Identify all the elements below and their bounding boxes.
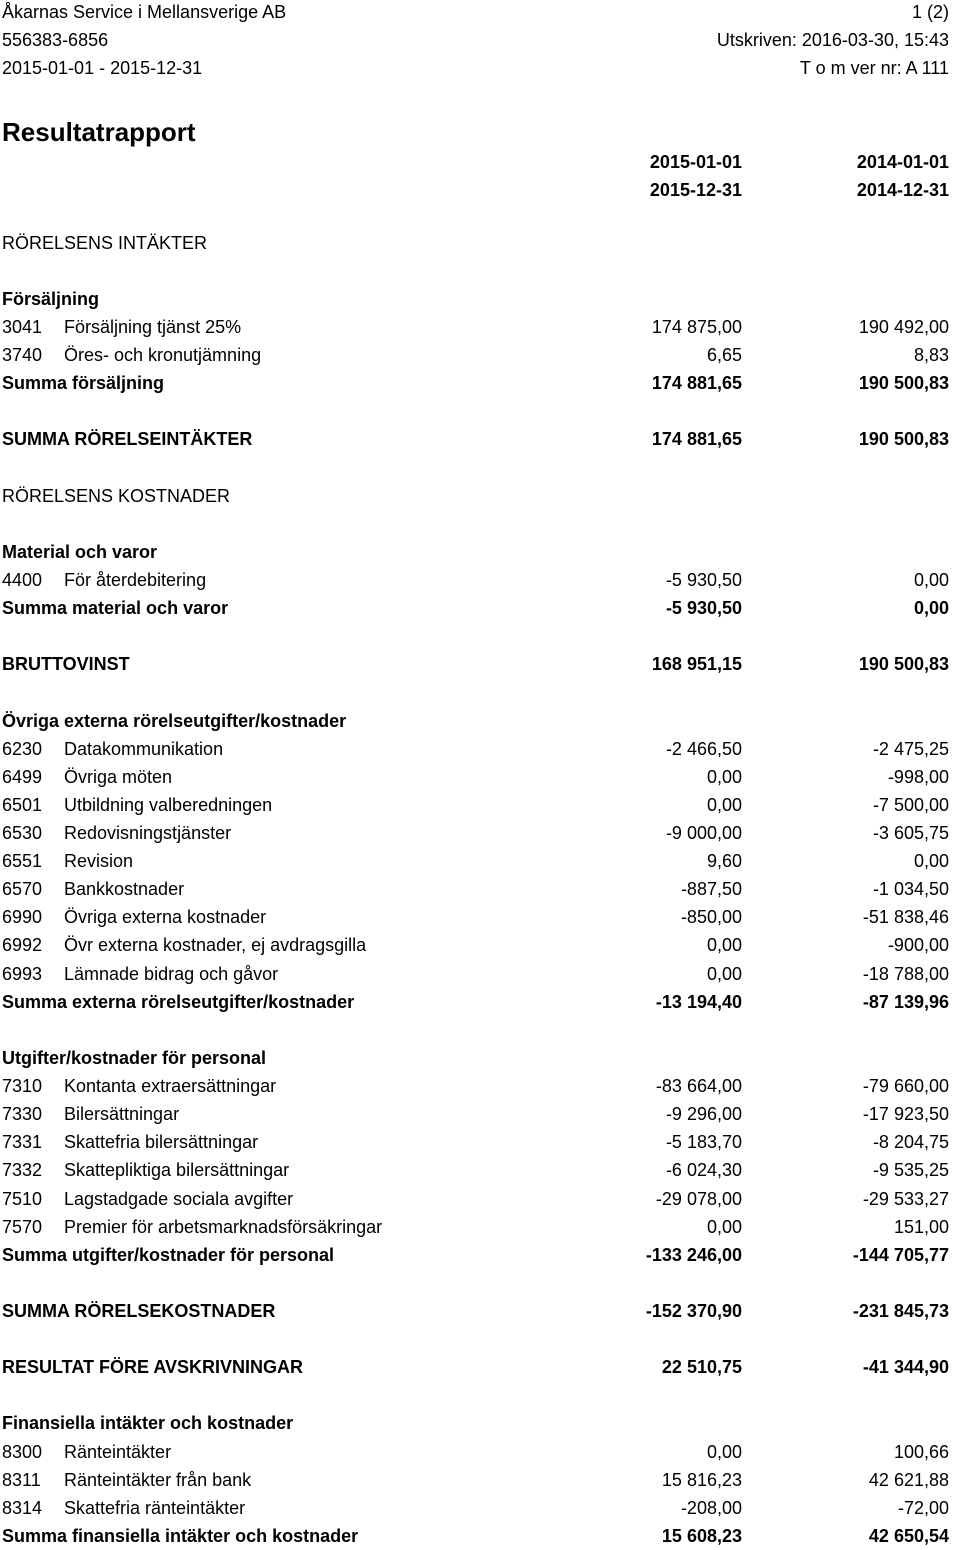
sum-label: Summa försäljning — [2, 373, 165, 393]
group-heading-text: Försäljning — [2, 289, 100, 309]
previous-value: 0,00 — [913, 598, 949, 618]
total-label: SUMMA RÖRELSEKOSTNADER — [2, 1301, 276, 1321]
current-value: 22 510,75 — [661, 1357, 742, 1377]
account-name: Skattefria ränteintäkter — [64, 1498, 246, 1518]
sum-label: Summa externa rörelseutgifter/kostnader — [2, 992, 355, 1012]
account-row — [0, 1156, 960, 1184]
account-name: Revision — [64, 851, 134, 871]
account-code: 3740 — [2, 345, 43, 365]
account-name: Försäljning tjänst 25% — [64, 317, 242, 337]
previous-value: -231 845,73 — [852, 1301, 949, 1321]
total-row — [0, 1297, 960, 1325]
account-name: Ränteintäkter från bank — [64, 1470, 252, 1490]
current-value: -133 246,00 — [645, 1245, 742, 1265]
current-value: 174 881,65 — [651, 429, 742, 449]
previous-value: 190 500,83 — [858, 373, 949, 393]
previous-value: -3 605,75 — [872, 823, 949, 843]
account-name: Bankkostnader — [64, 879, 185, 899]
current-value: -208,00 — [680, 1498, 742, 1518]
account-code: 7332 — [2, 1160, 43, 1180]
account-name: Kontanta extraersättningar — [64, 1076, 277, 1096]
account-name: Lagstadgade sociala avgifter — [64, 1189, 294, 1209]
section-heading-text: RÖRELSENS INTÄKTER — [2, 233, 208, 253]
previous-value: 190 492,00 — [858, 317, 949, 337]
current-value: -5 183,70 — [665, 1132, 742, 1152]
account-name: Övr externa kostnader, ej avdragsgilla — [64, 935, 367, 955]
previous-value: -998,00 — [887, 767, 949, 787]
account-row — [0, 1494, 960, 1522]
account-code: 8311 — [2, 1470, 41, 1490]
previous-value: -87 139,96 — [862, 992, 949, 1012]
group-heading-text: Finansiella intäkter och kostnader — [2, 1413, 294, 1433]
total-row — [0, 1353, 960, 1381]
group-heading-text: Övriga externa rörelseutgifter/kostnader — [2, 711, 347, 731]
account-code: 6992 — [2, 935, 43, 955]
current-value: 9,60 — [706, 851, 742, 871]
account-code: 7330 — [2, 1104, 43, 1124]
account-code: 7310 — [2, 1076, 43, 1096]
account-row — [0, 313, 960, 341]
current-value: -83 664,00 — [655, 1076, 742, 1096]
account-code: 8300 — [2, 1442, 43, 1462]
sum-row — [0, 988, 960, 1016]
account-row — [0, 1100, 960, 1128]
current-period-start: 2015-01-01 — [649, 152, 742, 172]
current-value: -887,50 — [680, 879, 742, 899]
org-number: 556383-6856 — [2, 30, 109, 50]
sum-label: Summa material och varor — [2, 598, 229, 618]
sum-label: Summa finansiella intäkter och kostnader — [2, 1526, 359, 1546]
previous-value: 42 621,88 — [868, 1470, 949, 1490]
total-row — [0, 650, 960, 678]
current-value: 0,00 — [706, 935, 742, 955]
account-code: 6499 — [2, 767, 43, 787]
previous-value: -144 705,77 — [852, 1245, 949, 1265]
group-heading — [0, 1409, 960, 1437]
report-title: Resultatrapport — [2, 117, 196, 147]
account-row — [0, 960, 960, 988]
account-code: 7331 — [2, 1132, 43, 1152]
account-row — [0, 791, 960, 819]
group-heading — [0, 285, 960, 313]
total-label: RESULTAT FÖRE AVSKRIVNINGAR — [2, 1357, 303, 1377]
account-code: 6230 — [2, 739, 43, 759]
account-row — [0, 931, 960, 959]
current-value: 174 881,65 — [651, 373, 742, 393]
sum-row — [0, 594, 960, 622]
sum-row — [0, 1522, 960, 1550]
account-code: 6993 — [2, 964, 43, 984]
previous-value: 100,66 — [893, 1442, 949, 1462]
current-value: -152 370,90 — [645, 1301, 742, 1321]
previous-value: -29 533,27 — [862, 1189, 949, 1209]
previous-value: -1 034,50 — [872, 879, 949, 899]
total-label: BRUTTOVINST — [2, 654, 130, 674]
account-name: Skattefria bilersättningar — [64, 1132, 259, 1152]
section-heading — [0, 482, 960, 510]
previous-value: -41 344,90 — [862, 1357, 949, 1377]
account-row — [0, 1072, 960, 1100]
header-line-1 — [0, 0, 960, 26]
report-period: 2015-01-01 - 2015-12-31 — [2, 58, 203, 78]
current-value: -6 024,30 — [665, 1160, 742, 1180]
total-label: SUMMA RÖRELSEINTÄKTER — [2, 429, 253, 449]
current-value: 174 875,00 — [651, 317, 742, 337]
account-code: 8314 — [2, 1498, 43, 1518]
account-code: 6530 — [2, 823, 43, 843]
previous-value: 190 500,83 — [858, 654, 949, 674]
current-value: -29 078,00 — [655, 1189, 742, 1209]
previous-value: 190 500,83 — [858, 429, 949, 449]
previous-period-end: 2014-12-31 — [856, 180, 949, 200]
account-code: 3041 — [2, 317, 43, 337]
current-value: 6,65 — [706, 345, 742, 365]
account-row — [0, 819, 960, 847]
printed-date: 2016-03-30, 15:43 — [801, 30, 949, 50]
account-row — [0, 566, 960, 594]
account-row — [0, 1438, 960, 1466]
previous-value: -17 923,50 — [862, 1104, 949, 1124]
account-code: 6570 — [2, 879, 43, 899]
previous-value: -9 535,25 — [872, 1160, 949, 1180]
current-value: 0,00 — [706, 1217, 742, 1237]
account-name: Utbildning valberedningen — [64, 795, 273, 815]
group-heading-text: Utgifter/kostnader för personal — [2, 1048, 267, 1068]
account-row — [0, 1128, 960, 1156]
previous-value: -79 660,00 — [862, 1076, 949, 1096]
previous-value: -18 788,00 — [862, 964, 949, 984]
account-name: Ränteintäkter — [64, 1442, 172, 1462]
account-row — [0, 847, 960, 875]
group-heading — [0, 538, 960, 566]
account-row — [0, 1185, 960, 1213]
previous-value: -7 500,00 — [872, 795, 949, 815]
previous-value: 0,00 — [913, 851, 949, 871]
header-line-3 — [0, 54, 960, 82]
account-name: Skattepliktiga bilersättningar — [64, 1160, 290, 1180]
account-row — [0, 875, 960, 903]
account-row — [0, 1213, 960, 1241]
account-row — [0, 903, 960, 931]
account-code: 7510 — [2, 1189, 43, 1209]
total-row — [0, 425, 960, 453]
account-name: Premier för arbetsmarknadsförsäkringar — [64, 1217, 383, 1237]
current-value: -9 000,00 — [665, 823, 742, 843]
page-number: 1 (2) — [911, 2, 949, 22]
account-name: Övriga externa kostnader — [64, 907, 267, 927]
current-value: -9 296,00 — [665, 1104, 742, 1124]
account-name: Öres- och kronutjämning — [64, 345, 262, 365]
column-header-end — [0, 176, 960, 204]
previous-value: 0,00 — [913, 570, 949, 590]
group-heading — [0, 1044, 960, 1072]
group-heading-text: Material och varor — [2, 542, 158, 562]
printed-label: Utskriven: — [716, 30, 797, 50]
current-value: -5 930,50 — [665, 598, 742, 618]
current-value: 15 608,23 — [661, 1526, 742, 1546]
current-value: 0,00 — [706, 964, 742, 984]
account-name: Bilersättningar — [64, 1104, 180, 1124]
current-value: -13 194,40 — [655, 992, 742, 1012]
account-name: Redovisningstjänster — [64, 823, 232, 843]
account-name: Övriga möten — [64, 767, 173, 787]
company-name: Åkarnas Service i Mellansverige AB — [2, 2, 287, 22]
sum-label: Summa utgifter/kostnader för personal — [2, 1245, 335, 1265]
previous-value: 8,83 — [913, 345, 949, 365]
previous-value: -900,00 — [887, 935, 949, 955]
current-value: -850,00 — [680, 907, 742, 927]
version-info: T o m ver nr: A 111 — [799, 58, 949, 78]
account-row — [0, 763, 960, 791]
current-period-end: 2015-12-31 — [649, 180, 742, 200]
column-header-start — [0, 148, 960, 176]
account-name: Datakommunikation — [64, 739, 224, 759]
sum-row — [0, 1241, 960, 1269]
printed-info — [717, 26, 949, 54]
current-value: 0,00 — [706, 767, 742, 787]
account-name: För återdebitering — [64, 570, 207, 590]
previous-value: -2 475,25 — [872, 739, 949, 759]
account-row — [0, 735, 960, 763]
group-heading — [0, 707, 960, 735]
current-value: 0,00 — [706, 1442, 742, 1462]
account-code: 6551 — [2, 851, 43, 871]
account-name: Lämnade bidrag och gåvor — [64, 964, 279, 984]
sum-row — [0, 369, 960, 397]
account-code: 6990 — [2, 907, 43, 927]
account-row — [0, 1466, 960, 1494]
previous-value: -72,00 — [897, 1498, 949, 1518]
current-value: 168 951,15 — [651, 654, 742, 674]
current-value: -5 930,50 — [665, 570, 742, 590]
account-row — [0, 341, 960, 369]
current-value: 0,00 — [706, 795, 742, 815]
previous-value: 151,00 — [893, 1217, 949, 1237]
header-line-2 — [0, 26, 960, 54]
account-code: 6501 — [2, 795, 43, 815]
previous-value: 42 650,54 — [868, 1526, 949, 1546]
current-value: -2 466,50 — [665, 739, 742, 759]
section-heading — [0, 229, 960, 257]
section-heading-text: RÖRELSENS KOSTNADER — [2, 486, 231, 506]
previous-value: -8 204,75 — [872, 1132, 949, 1152]
previous-period-start: 2014-01-01 — [856, 152, 949, 172]
current-value: 15 816,23 — [661, 1470, 742, 1490]
account-code: 4400 — [2, 570, 43, 590]
previous-value: -51 838,46 — [862, 907, 949, 927]
account-code: 7570 — [2, 1217, 43, 1237]
